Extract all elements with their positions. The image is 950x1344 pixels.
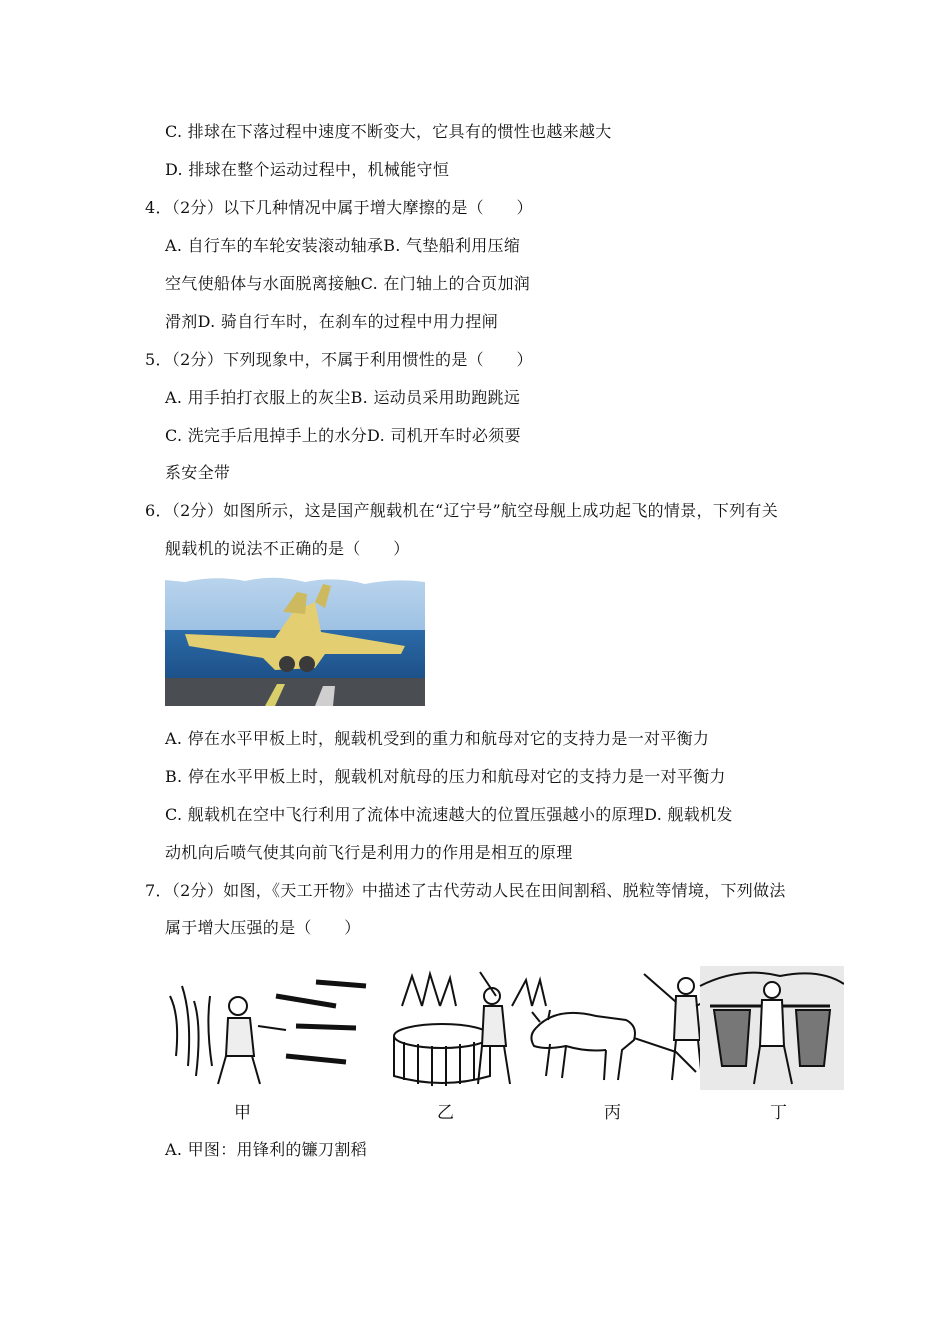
q5-options-1: A. 用手拍打衣服上的灰尘B. 运动员采用助跑跳远 xyxy=(165,388,521,407)
q6-stem-2: 舰载机的说法不正确的是（ ） xyxy=(165,539,410,558)
q6-stem: 6．（2分）如图所示，这是国产舰载机在“辽宁号”航空母舰上成功起飞的情景，下列有关 xyxy=(145,501,779,520)
q5-stem: 5．（2分）下列现象中，不属于利用惯性的是（ ） xyxy=(145,350,533,369)
q4-options-3: 滑剂D. 骑自行车时，在刹车的过程中用力捏闸 xyxy=(165,312,499,331)
panel-carrying xyxy=(700,966,844,1090)
q6-option-b: B. 停在水平甲板上时，舰载机对航母的压力和航母对它的支持力是一对平衡力 xyxy=(165,767,726,786)
tiangong-kaiwu-woodcut xyxy=(166,966,844,1090)
q7-stem: 7．（2分）如图，《天工开物》中描述了古代劳动人民在田间割稻、脱粒等情境，下列做法 xyxy=(145,881,786,900)
q5-options-2: C. 洗完手后甩掉手上的水分D. 司机开车时必须要 xyxy=(165,426,521,445)
panel-harvest xyxy=(170,982,366,1084)
caption-bing: 丙 xyxy=(604,1103,621,1123)
q6-option-c-2: 动机向后喷气使其向前飞行是利用力的作用是相互的原理 xyxy=(165,843,573,862)
carrier-jet-photo xyxy=(165,572,425,706)
q4-stem: 4．（2分）以下几种情况中属于增大摩擦的是（ ） xyxy=(145,198,533,217)
caption-jia: 甲 xyxy=(234,1103,251,1123)
q3-option-d: D. 排球在整个运动过程中，机械能守恒 xyxy=(165,160,450,179)
caption-yi: 乙 xyxy=(437,1103,454,1123)
q5-options-3: 系安全带 xyxy=(165,463,231,482)
q3-option-c: C. 排球在下落过程中速度不断变大，它具有的惯性也越来越大 xyxy=(165,122,612,141)
panel-threshing xyxy=(394,972,546,1086)
caption-ding: 丁 xyxy=(770,1103,787,1123)
q7-option-a: A. 甲图：用锋利的镰刀割稻 xyxy=(165,1140,367,1159)
panel-plowing xyxy=(531,974,716,1080)
q6-option-a: A. 停在水平甲板上时，舰载机受到的重力和航母对它的支持力是一对平衡力 xyxy=(165,729,710,748)
q4-options-1: A. 自行车的车轮安装滚动轴承B. 气垫船利用压缩 xyxy=(165,236,521,255)
q7-stem-2: 属于增大压强的是（ ） xyxy=(165,918,361,937)
q4-options-2: 空气使船体与水面脱离接触C. 在门轴上的合页加润 xyxy=(165,274,531,293)
q6-option-c: C. 舰载机在空中飞行利用了流体中流速越大的位置压强越小的原理D. 舰载机发 xyxy=(165,805,733,824)
